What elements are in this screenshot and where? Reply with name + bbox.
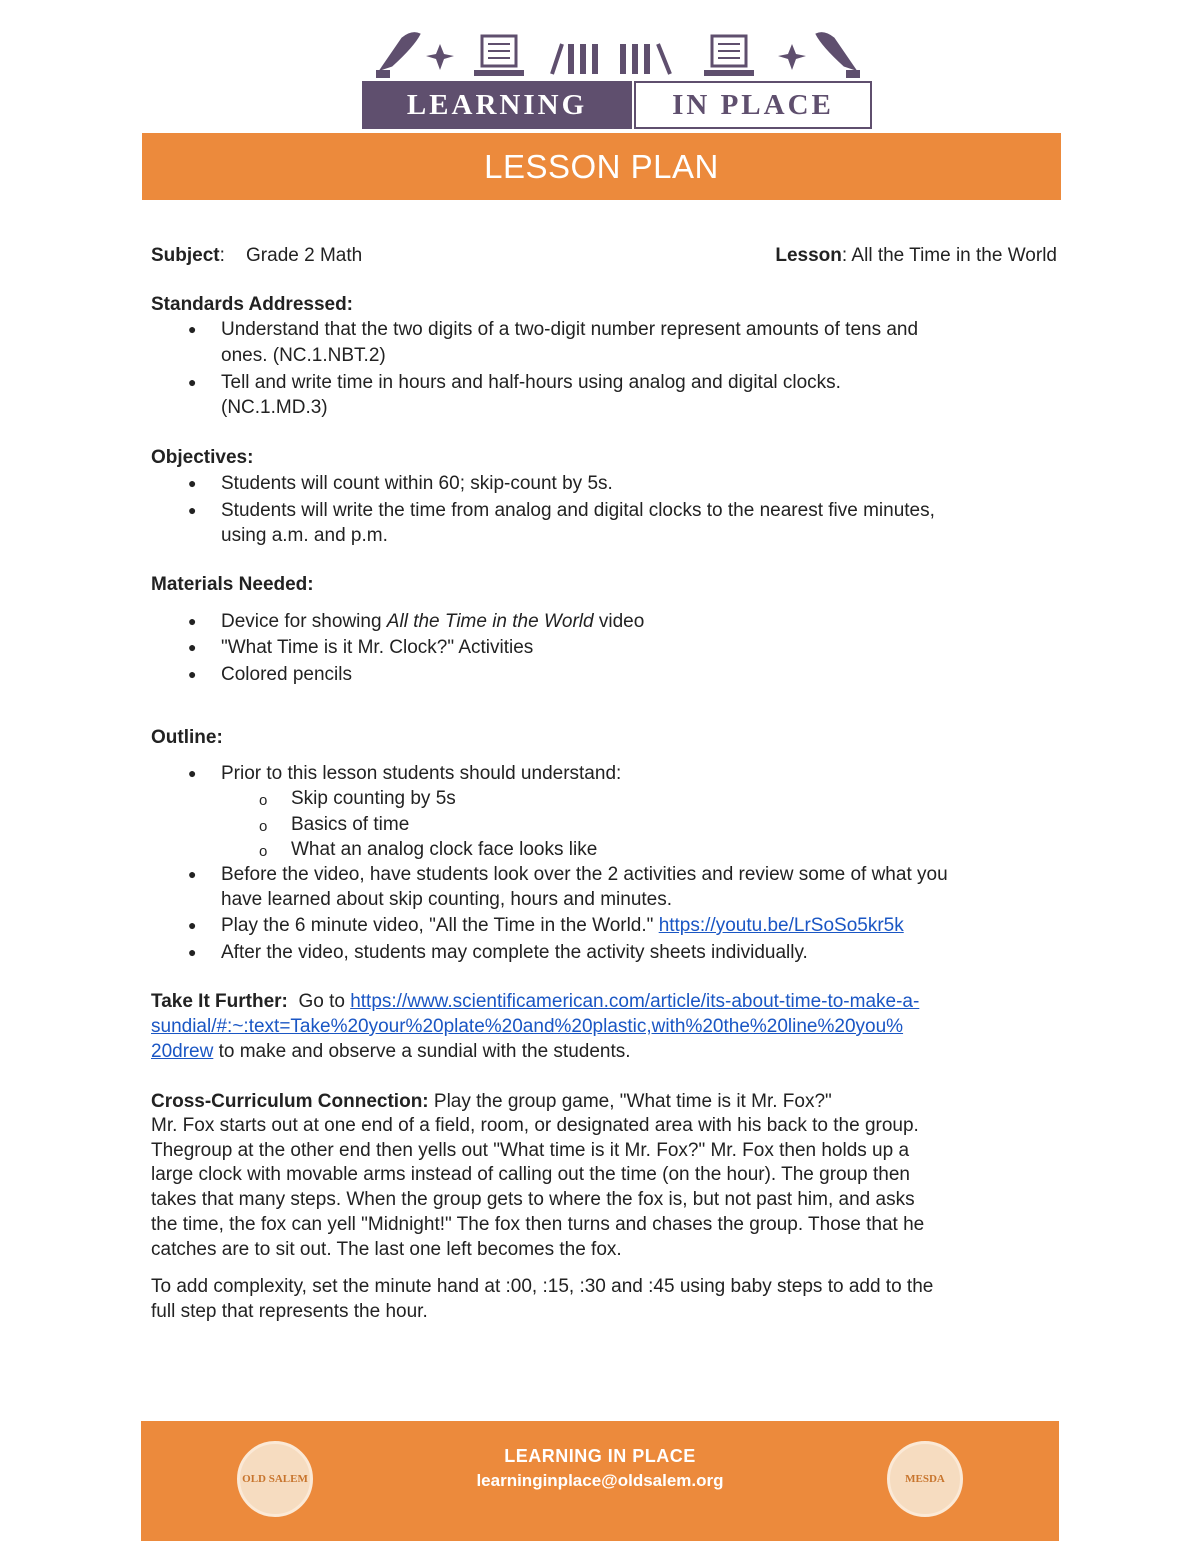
cross-curriculum-intro: [151, 1089, 832, 1114]
bullet-icon: ●: [188, 613, 197, 629]
objective-2-line-2: using a.m. and p.m.: [221, 525, 388, 546]
complexity-line-2: full step that represents the hour.: [151, 1301, 428, 1322]
outline-heading: Outline:: [151, 727, 223, 748]
lesson-label: Lesson: [775, 245, 842, 266]
subject-label: Subject: [151, 245, 220, 266]
cross-line-6: catches are to sit out. The last one left becomes the fox.: [151, 1239, 622, 1260]
take-further-line-1: [151, 989, 919, 1014]
standard-2-line-1: Tell and write time in hours and half-hours using analog and digital clocks.: [221, 372, 841, 393]
objective-2-line-1: Students will write the time from analog and digital clocks to the nearest five minutes,: [221, 500, 935, 521]
take-further-line-2: [151, 1014, 903, 1039]
logo-in-place-text: IN PLACE: [672, 88, 834, 121]
sub-bullet-icon: o: [259, 843, 268, 860]
material-1-post: video: [593, 611, 645, 632]
bullet-icon: ●: [188, 917, 197, 933]
take-further-label: Take It Further:: [151, 991, 288, 1012]
objective-1: Students will count within 60; skip-count by 5s.: [221, 473, 613, 494]
outline-item-1: Prior to this lesson students should understand:: [221, 763, 622, 784]
standard-1-line-1: Understand that the two digits of a two-digit number represent amounts of tens and: [221, 319, 919, 340]
footer-banner: [141, 1421, 1059, 1541]
cross-curriculum-label: Cross-Curriculum Connection:: [151, 1091, 429, 1112]
bullet-icon: ●: [188, 374, 197, 390]
page-title: LESSON PLAN: [484, 147, 719, 185]
cross-line-5: the time, the fox can yell "Midnight!" The fox then turns and chases the group. Those that he: [151, 1214, 925, 1235]
logo-learning-text: LEARNING: [406, 88, 588, 121]
bullet-icon: ●: [188, 866, 197, 882]
sundial-link-part-1[interactable]: https://www.scientificamerican.com/article/its-about-time-to-make-a-: [350, 991, 920, 1012]
outline-item-4: After the video, students may complete the activity sheets individually.: [221, 942, 808, 963]
sub-bullet-icon: o: [259, 792, 268, 809]
sundial-link-part-2[interactable]: sundial/#:~:text=Take%20your%20plate%20and%20plastic,with%20the%20line%20you%: [151, 1016, 904, 1037]
material-1-pre: Device for showing: [221, 611, 387, 632]
footer-email: learninginplace@oldsalem.org: [476, 1471, 724, 1490]
cross-line-4: takes that many steps. When the group gets to where the fox is, but not past him, and asks: [151, 1189, 915, 1210]
complexity-line-1: To add complexity, set the minute hand at :00, :15, :30 and :45 using baby steps to add to the: [151, 1276, 934, 1297]
sub-bullet-icon: o: [259, 818, 268, 835]
standards-heading: Standards Addressed:: [151, 294, 354, 315]
material-1-title: All the Time in the World: [386, 611, 594, 632]
mesda-seal-icon: [887, 1441, 963, 1517]
outline-item-3: [221, 913, 904, 938]
bullet-icon: ●: [188, 944, 197, 960]
lesson-plan-banner: [142, 133, 1061, 200]
outline-item-2-line-2: have learned about skip counting, hours and minutes.: [221, 889, 673, 910]
cross-line-3: large clock with movable arms instead of calling out the time (on the hour). The group then: [151, 1164, 910, 1185]
take-further-pre: Go to: [287, 991, 351, 1012]
outline-item-3-text: Play the 6 minute video, "All the Time in the World.": [221, 915, 659, 936]
subject-line: Subject: Grade 2 Math: [151, 245, 363, 266]
standard-1-line-2: ones. (NC.1.NBT.2): [221, 345, 386, 366]
material-2: "What Time is it Mr. Clock?" Activities: [221, 637, 534, 658]
mesda-seal-text: MESDA: [905, 1473, 945, 1485]
cross-line-2: Thegroup at the other end then yells out "What time is it Mr. Fox?" Mr. Fox then holds up a: [151, 1140, 910, 1161]
lesson-value: All the Time in the World: [851, 245, 1057, 266]
bullet-icon: ●: [188, 765, 197, 781]
footer-title: LEARNING IN PLACE: [504, 1446, 696, 1466]
material-1: [221, 609, 644, 634]
take-further-line-3: [151, 1039, 631, 1064]
outline-item-2-line-1: Before the video, have students look over the 2 activities and review some of what you: [221, 864, 948, 885]
standard-2-line-2: (NC.1.MD.3): [221, 397, 328, 418]
objectives-heading: Objectives:: [151, 447, 254, 468]
cross-line-1: Mr. Fox starts out at one end of a field, room, or designated area with his back to the group.: [151, 1115, 919, 1136]
bullet-icon: ●: [188, 475, 197, 491]
subject-value: Grade 2 Math: [246, 245, 363, 266]
outline-subitem-3: What an analog clock face looks like: [291, 839, 598, 860]
bullet-icon: ●: [188, 666, 197, 682]
logo-learning-box: [362, 81, 632, 129]
logo-icons-row: [362, 26, 874, 81]
outline-subitem-2: Basics of time: [291, 814, 410, 835]
bullet-icon: ●: [188, 321, 197, 337]
video-link[interactable]: https://youtu.be/LrSoSo5kr5k: [658, 915, 904, 936]
bullet-icon: ●: [188, 502, 197, 518]
old-salem-seal-text: OLD SALEM: [242, 1473, 308, 1485]
cross-curriculum-intro-text: Play the group game, "What time is it Mr. Fox?": [428, 1091, 832, 1112]
logo-in-place-box: [634, 81, 872, 129]
material-3: Colored pencils: [221, 664, 352, 685]
outline-subitem-1: Skip counting by 5s: [291, 788, 456, 809]
learning-in-place-logo: [362, 26, 874, 132]
bullet-icon: ●: [188, 639, 197, 655]
materials-heading: Materials Needed:: [151, 574, 314, 595]
sundial-link-part-3[interactable]: 20drew: [151, 1041, 214, 1062]
lesson-line: Lesson: All the Time in the World: [775, 245, 1057, 266]
take-further-post: to make and observe a sundial with the students.: [213, 1041, 631, 1062]
